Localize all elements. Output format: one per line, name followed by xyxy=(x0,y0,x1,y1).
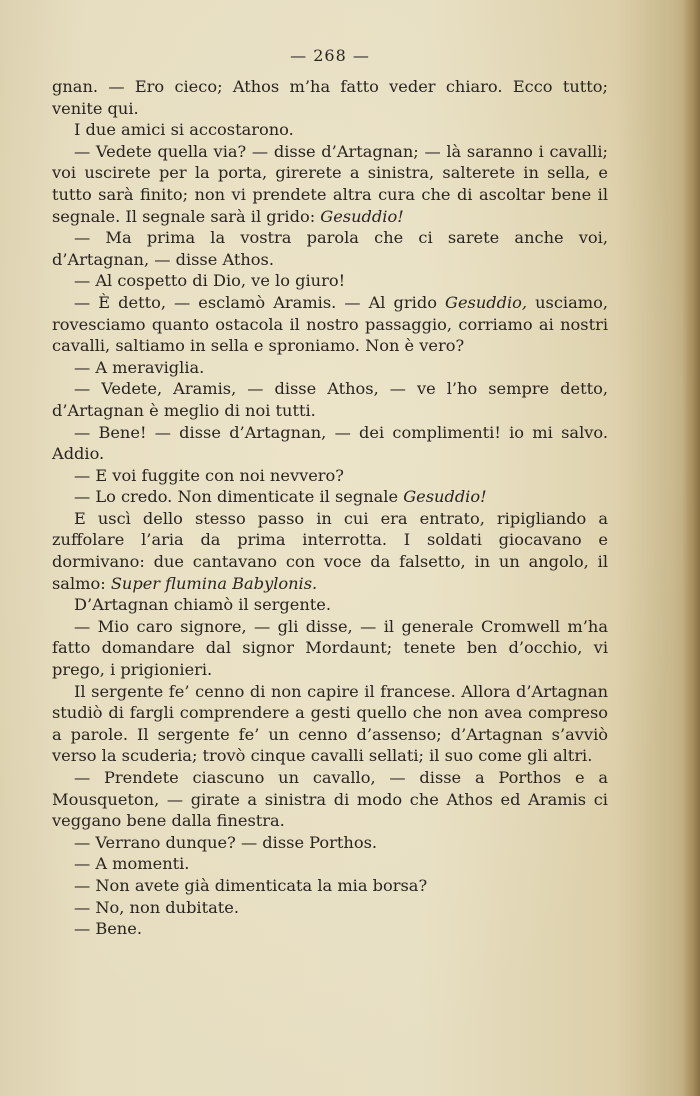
paragraph xyxy=(52,486,608,508)
text-run: I due amici si accostarono. xyxy=(74,120,294,140)
paragraph xyxy=(52,141,608,227)
paragraph xyxy=(52,76,608,119)
page-body-text xyxy=(52,76,608,940)
text-run: — Bene! — disse d’Artagnan, — dei complimenti! io mi salvo. Addio. xyxy=(52,422,608,464)
paragraph xyxy=(52,918,608,940)
italic-text: Gesuddio! xyxy=(403,487,487,507)
page-number: — 268 — xyxy=(290,46,370,65)
text-run: — No, non dubitate. xyxy=(74,897,239,917)
paragraph xyxy=(52,270,608,292)
text-run: gnan. — Ero cieco; Athos m’ha fatto veder chiaro. Ecco tutto; venite qui. xyxy=(52,77,608,118)
text-run: — Bene. xyxy=(74,919,142,939)
paragraph xyxy=(52,292,608,357)
paragraph xyxy=(52,616,608,681)
paragraph xyxy=(52,875,608,897)
text-run: E uscì dello stesso passo in cui era entrato, ripigliando a zuffolare l’aria da prima interrotta. I soldati giocavano e dormivano: due cantavano con voce da falsetto, in un angolo, il salmo: xyxy=(52,508,608,593)
paragraph xyxy=(52,767,608,832)
text-run: — Vedete quella via? — disse d’Artagnan; — là saranno i cavalli; voi uscirete per la porta, girerete a sinistra, salterete in sella, e tutto sarà finito; non vi prendete altra cura che di ascoltar bene il segnale. Il segnale sarà il grido: xyxy=(52,141,608,226)
italic-text: Gesuddio! xyxy=(320,206,404,226)
page-edge-shadow xyxy=(682,0,700,1096)
paragraph xyxy=(52,897,608,919)
text-run: — Prendete ciascuno un cavallo, — disse a Porthos e a Mousqueton, — girate a sinistra di modo che Athos ed Aramis ci veggano bene dalla finestra. xyxy=(52,768,608,831)
text-run: — Mio caro signore, — gli disse, — il generale Cromwell m’ha fatto domandare dal signor Mordaunt; tenete ben d’occhio, vi prego, i prigionieri. xyxy=(52,616,608,680)
paragraph xyxy=(52,853,608,875)
text-run: D’Artagnan chiamò il sergente. xyxy=(74,595,332,615)
text-run: — A momenti. xyxy=(74,854,190,874)
text-run: — A meraviglia. xyxy=(74,357,205,377)
paragraph xyxy=(52,832,608,854)
text-run: — Ma prima la vostra parola che ci sarete anche voi, d’Artagnan, — disse Athos. xyxy=(52,228,608,269)
italic-text: Super flumina Babylonis. xyxy=(110,573,318,593)
paragraph xyxy=(52,681,608,767)
paragraph xyxy=(52,119,608,141)
text-run: — Non avete già dimenticata la mia borsa? xyxy=(74,875,428,895)
text-run: — È detto, — esclamò Aramis. — Al grido xyxy=(74,292,446,312)
paragraph xyxy=(52,594,608,616)
paragraph xyxy=(52,465,608,487)
text-run: — Verrano dunque? — disse Porthos. xyxy=(74,832,378,852)
text-run: — Lo credo. Non dimenticate il segnale xyxy=(74,487,404,507)
paragraph xyxy=(52,227,608,270)
paragraph xyxy=(52,357,608,379)
paragraph xyxy=(52,378,608,421)
italic-text: Gesuddio, xyxy=(445,292,528,312)
text-run: usciamo, rovesciamo quanto ostacola il nostro passaggio, corriamo ai nostri cavalli, saltiamo in sella e sproniamo. Non è vero? xyxy=(52,292,608,356)
text-run: — E voi fuggite con noi nevvero? xyxy=(74,465,344,485)
text-run: Il sergente fe’ cenno di non capire il francese. Allora d’Artagnan studiò di fargli comprendere a gesti quello che non avea compreso a parole. Il sergente fe’ un cenno d’assenso; d’Artagnan s’avviò verso la scuderia; trovò cinque cavalli sellati; il suo come gli altri. xyxy=(52,681,608,766)
paragraph xyxy=(52,422,608,465)
text-run: — Vedete, Aramis, — disse Athos, — ve l’ho sempre detto, d’Artagnan è meglio di noi tutti. xyxy=(52,379,608,420)
paragraph xyxy=(52,508,608,594)
text-run: — Al cospetto di Dio, ve lo giuro! xyxy=(74,271,346,291)
